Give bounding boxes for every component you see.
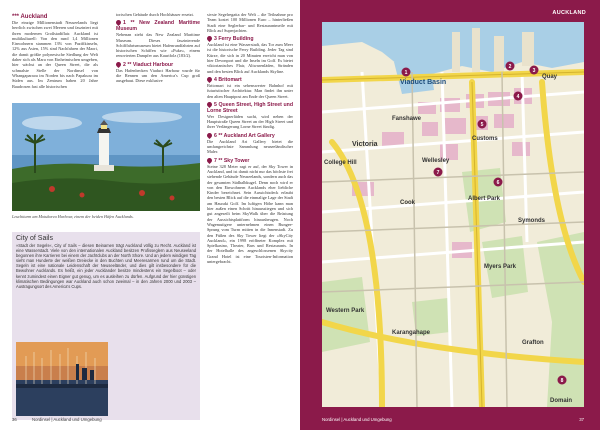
svg-text:4: 4	[516, 94, 520, 100]
map-pin-icon	[206, 157, 213, 164]
entry-title-maritime-museum	[116, 20, 200, 32]
lighthouse-photo	[12, 103, 200, 211]
map-marker-2	[506, 62, 515, 71]
running-footer: Nordinsel | Auckland und Umgebung	[322, 417, 392, 422]
svg-text:7: 7	[436, 170, 440, 176]
entry-text-auckland: Die einzige Millionenstadt Neuseelands liegt herrlich zwischen zwei Meeren und fasziniert mit ihren modernen Großstadtflair. Auckland ist multikulturell: Von den rund 1,4 Millionen Einwohnern stammen 13% von Pazifikinseln, 12% aus Asien, 15% sind Nachfahren der Maori, die damit größte polynesische Siedlung der Welt daher sich als Mara von Einheimischen umgeben, hier wächst an der Queen Street, die als schmalste Stelle der Nordinsel von Whangaparaoa im Norden bis nach Papakura im Süden aus. Im Zentrum haben 20 Jahre Baudrosen fast alle historischen	[12, 20, 98, 89]
entry-number: 2	[123, 61, 126, 68]
city-of-sails-box	[12, 232, 200, 420]
map-label-fanshawe: Fanshawe	[392, 116, 422, 122]
map-label-domain: Domain	[550, 398, 573, 404]
svg-text:3: 3	[532, 68, 536, 74]
entry-text-art-gallery: Die Auckland Art Gallery bietet die umfangreichste Sammlung neuseeländischer Maler.	[207, 138, 293, 155]
right-page	[300, 0, 600, 430]
rating-stars: **	[218, 157, 223, 164]
footer-right	[322, 417, 584, 422]
entry-title-text: New Zealand Maritime Museum	[116, 20, 200, 33]
entry-number: 5	[214, 101, 217, 108]
entry-number: 7	[214, 157, 217, 164]
rating-stars: ***	[12, 14, 20, 20]
map-svg	[322, 22, 584, 407]
map-label-victoria: Victoria	[352, 141, 378, 148]
text-column-2	[116, 12, 200, 87]
map-label-myers-park: Myers Park	[484, 264, 517, 270]
entry-text-intro: sivste Segelregatta der Welt – die Teilnahme pro Team kostet 100 Millionen Euro – hinterließen Stadt eine Seglerbar- und Restaurantmeile mit Blick auf Superjachten.	[207, 12, 293, 33]
map-label-karangahape: Karangahape	[392, 330, 431, 336]
map-marker-1	[402, 68, 411, 77]
lighthouse-illustration	[12, 103, 200, 211]
map-marker-5	[478, 120, 487, 129]
entry-title-text: Queen Street, High Street und Lorne Street	[207, 101, 293, 114]
map-label-customs: Customs	[472, 136, 498, 142]
entry-title-text: Ferry Building	[218, 36, 254, 43]
entry-number: 1	[123, 20, 126, 27]
page-number: 36	[12, 417, 17, 422]
page-number: 37	[579, 417, 584, 422]
map-pin-icon	[206, 132, 213, 139]
section-label: AUCKLAND	[552, 10, 586, 16]
map-label-western-park: Western Park	[326, 308, 365, 314]
map-marker-7	[434, 168, 443, 177]
map-pin-icon	[115, 61, 122, 68]
entry-text-maritime-museum: Nebenan zieht das New Zealand Maritime Museum. Dieses faszinierende Schifffahrtsmuseum bietet Hafenrundfahrten auf historischen Schiffen wie »Puke«, einem renovierten Dampfer aus Kaurifolz (183/2).	[116, 32, 200, 59]
text-column-3	[207, 12, 293, 267]
map-label-wellesley: Wellesley	[422, 158, 450, 164]
entry-title-text: Sky Tower	[223, 157, 250, 164]
entry-text-queen-street: Wer Designerläden sucht, wird neben der Hauptstraße Queen Street an der High Street und ihrer Verlängerung Lorne Street fündig.	[207, 113, 293, 130]
rating-stars: **	[130, 20, 135, 27]
map-label-cook: Cook	[400, 200, 415, 206]
entry-text-viaduct-harbour: Das Hafenbecken Viaduct Harbour wurde für die Rennen um den America's Cup groß ausgebaut. Diese exklusive	[116, 67, 200, 84]
map-marker-6	[494, 178, 503, 187]
text-column-1	[12, 12, 98, 92]
map-marker-8	[558, 376, 567, 385]
map-marker-4	[514, 92, 523, 101]
map-label-albert-park: Albert Park	[468, 196, 501, 202]
svg-text:1: 1	[404, 70, 408, 76]
entry-title-text: Auckland	[20, 14, 48, 20]
map-label-symonds: Symonds	[518, 218, 546, 224]
svg-text:5: 5	[480, 122, 484, 128]
box-text: »Stadt der Segels«, City of Sails – diesen Beinamen trägt Auckland völlig zu Recht. Auckland ist eine Wasserstadt. Viele von den internationalen Auckland besitzen Profisseglern aus Neuseeland begonnen ihre Karrieren bei einem der Jachtclubs an der North Shore. Und an jedem windigen Tag sieht man Hunderte der weißen Dreiecke in den Buchten und Meeresarmen rund um die Stadt. Segeln ist eine nationale Leidenschaft der Neuseeländer, und dies gilt insbesondere für die Bewohner Aucklands. Es heißt, ein jeder Aucklander besitze mindestens ein Segelboot – oder kennt zumindest einen Eigner gut genug, um es ausleihen zu dürfen. Aufgrund der hier günstigen klimatischen Bedingungen war Auckland auch schon zweimal – in den Jahren 2000 und 2003 – Austragungsort des America's Cups.	[16, 243, 196, 289]
entry-title-queen-street	[207, 102, 293, 114]
map-label-quay: Quay	[542, 74, 558, 80]
photo-caption: Leuchtturm am Motukorea Harbour, einem der beiden Häfen Aucklands.	[12, 214, 134, 219]
svg-text:2: 2	[508, 64, 512, 70]
running-footer: Nordinsel | Auckland und Umgebung	[31, 417, 102, 422]
map-label-grafton: Grafton	[522, 340, 544, 346]
auckland-city-map	[322, 22, 584, 407]
rating-stars: **	[218, 132, 223, 139]
map-marker-3	[530, 66, 539, 75]
entry-text-ferry-building: Auckland ist eine Wasserstadt, das Tor zum Meer ist die historische Ferry Building. Jeder Tag sind Kürze, die sich in 20 Minuten erreicht man von hier Devonport und die Inseln im Golf. Es bietet viktorianisches Flair, Altwarenläden, Stränden und den besten Blick auf Aucklands Skyline.	[207, 42, 293, 74]
entry-title-text: Viaduct Harbour	[132, 61, 174, 68]
map-label-college-hill: College Hill	[324, 160, 357, 166]
box-title: City of Sails	[16, 235, 53, 242]
entry-title-text: Auckland Art Gallery	[223, 132, 275, 139]
entry-text-britomart: Britomart ist ein sehenswerter Bahnhof mit futuristischer Architektur. Man findet ihn unter den alten Hauptpost am Ende der Queen Street.	[207, 82, 293, 99]
entry-text-intro: torischen Gebäude durch Hochhäuser ersetzt.	[116, 12, 194, 17]
map-label-viaduct-basin: Viaduct Basin	[400, 79, 447, 86]
entry-number: 3	[214, 36, 217, 43]
entry-text-sky-tower: Steine 328 Meter ragt er auf, der Sky Tower in Auckland, und ist damit nicht nur das höchste frei stehende Gebäude Neuseelands, sondern auch das der gesamten Südhalbkugel. Denn noch wird er von den Einwohnern Aucklands eher liebliche Kinder bezeichnet. Sein Aussichtsdeck erlaubt den besten Blick auf die einmalige Lage der Stadt am Hauraki Golf. Im luftigen Höhe kann man hier außen einen Schritt hinausstiegen und sich gut angeseilt beim SkyWalk über die Brüstung der Aussichtsplattform hinausbeugen. Noch Wagemutigere unternehmen einen Bungee-Sprung vom Turm mitten in die Innenstadt. Zu den Füßen des Sky Tower liegt der »SkyCity Auckland«, ein 1998 eröffneter Komplex mit Spielkasino, Theater, Bars und Restaurants. In der Hotelhalle des angeschlossenen Skycity Grand Hotel ist eine Touristen-Information untergebracht.	[207, 163, 293, 264]
footer-left	[12, 417, 102, 422]
svg-text:6: 6	[496, 180, 500, 186]
svg-text:8: 8	[560, 378, 564, 384]
rating-stars: **	[127, 61, 132, 68]
entry-title-text: Britomart	[218, 76, 242, 83]
entry-number: 6	[214, 132, 217, 139]
entry-number: 4	[214, 76, 217, 83]
harbour-illustration	[16, 342, 108, 416]
harbour-sunset-photo	[16, 342, 108, 416]
